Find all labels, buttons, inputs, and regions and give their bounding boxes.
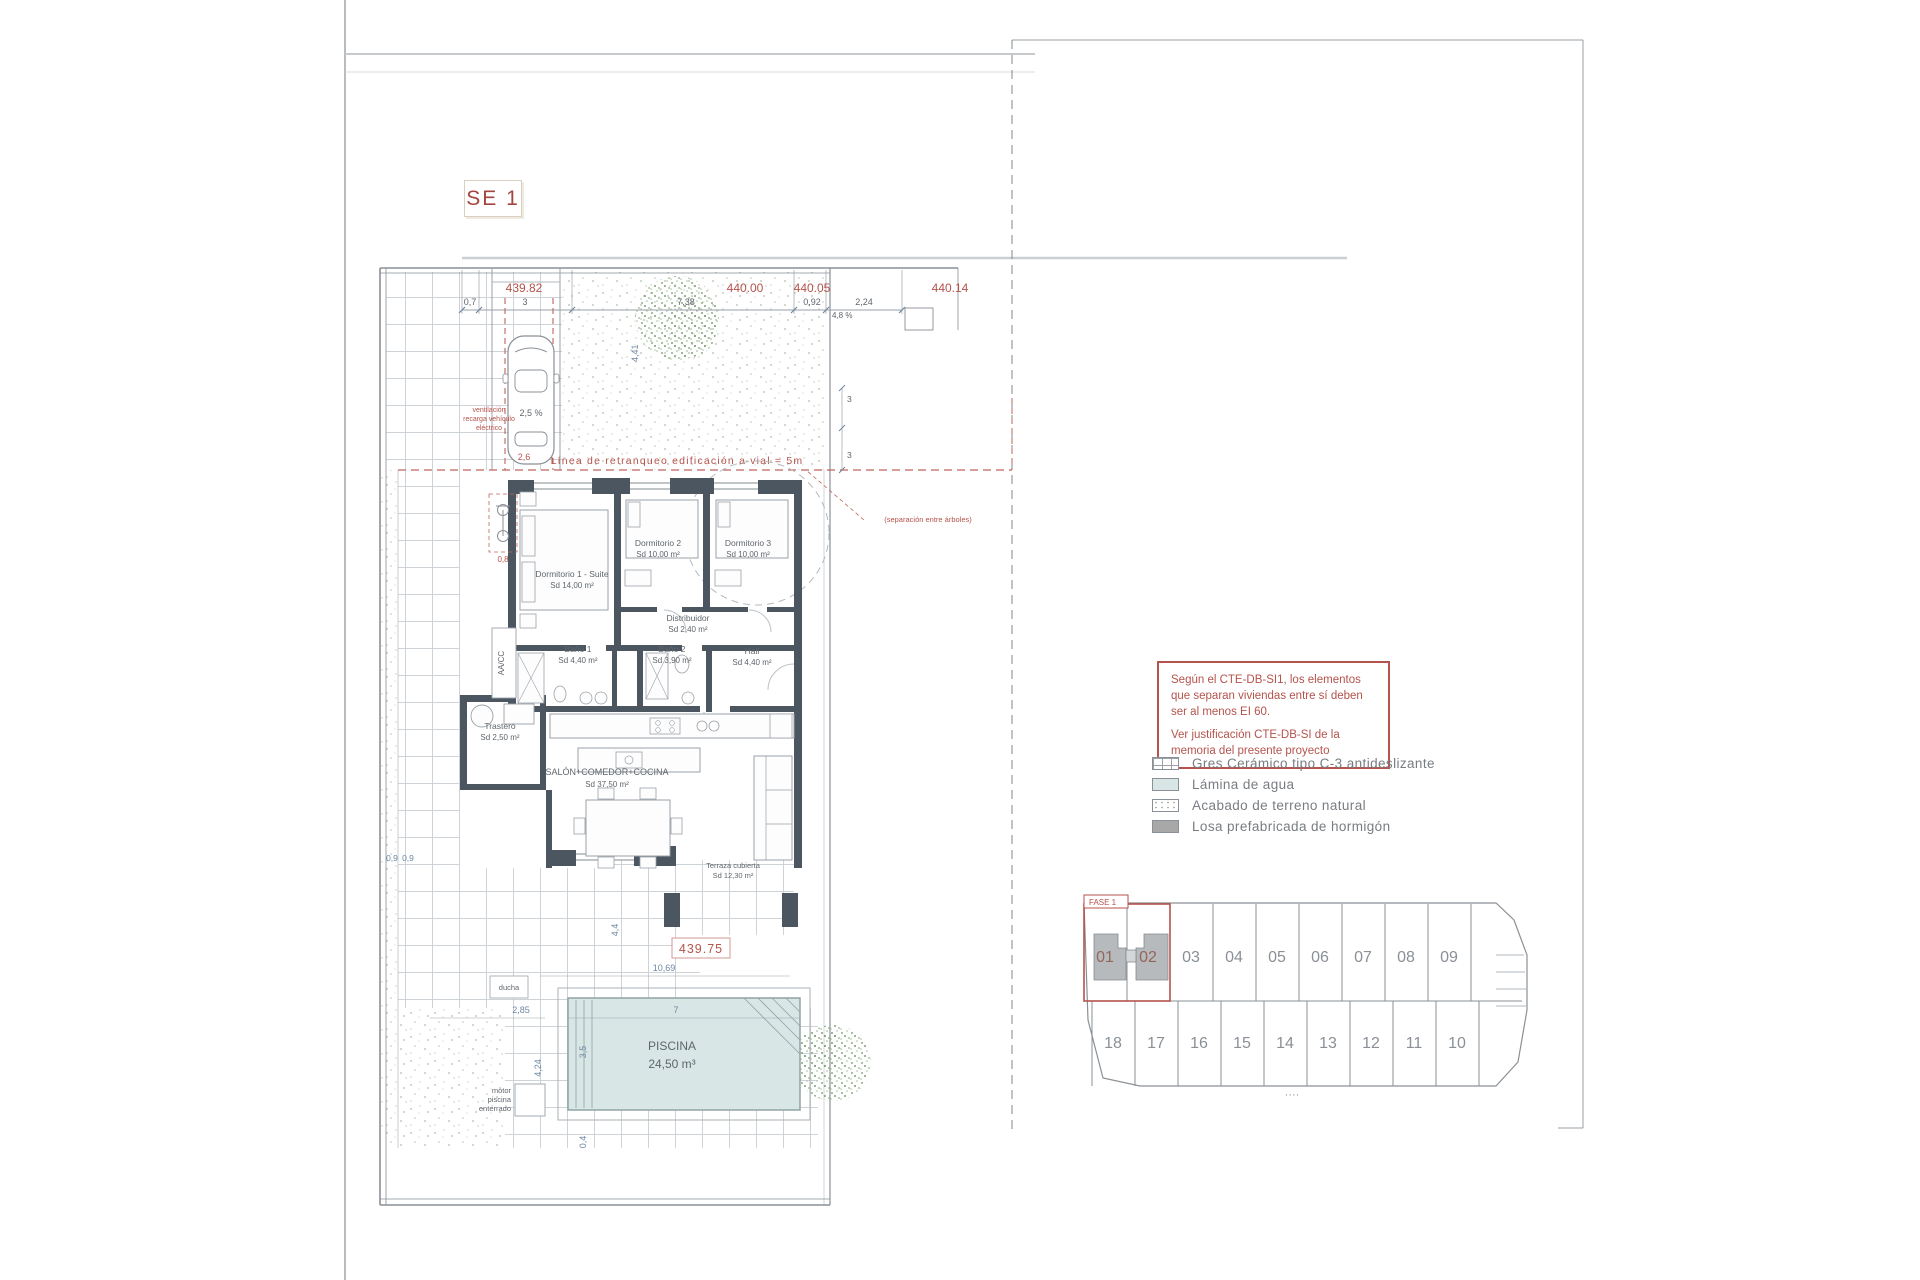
- svg-text:0,4: 0,4: [578, 1135, 588, 1149]
- car-icon: [503, 336, 559, 464]
- elevation-label: 439.82: [505, 281, 543, 295]
- site-plan: [1084, 895, 1527, 1101]
- aacc-niche: [492, 628, 516, 698]
- plot-number: 18: [1104, 1035, 1122, 1052]
- svg-text:3: 3: [847, 450, 852, 460]
- room-area: Sd 14,00 m²: [550, 581, 594, 590]
- pool-name: PISCINA: [647, 1039, 697, 1053]
- dim-label: 2,24: [855, 297, 873, 307]
- tree-top: [635, 276, 719, 360]
- svg-text:ducha: ducha: [498, 983, 520, 992]
- plot-number: 14: [1276, 1035, 1294, 1052]
- room-area: Sd 2,50 m²: [480, 733, 520, 742]
- room-area: Sd 3,90 m²: [652, 656, 692, 665]
- room-name: Baño 2: [658, 644, 686, 654]
- legend-label: Gres Cerámico tipo C-3 antideslizante: [1192, 756, 1435, 771]
- plot-number: 08: [1397, 949, 1415, 966]
- sheet-title: SE 1: [466, 186, 520, 210]
- plot-number: 15: [1233, 1035, 1251, 1052]
- dim-label: 0,92: [803, 297, 821, 307]
- svg-text:ventilación: ventilación: [472, 407, 506, 414]
- legend-label: Lámina de agua: [1192, 777, 1295, 792]
- svg-text:enterrado: enterrado: [478, 1104, 511, 1113]
- svg-text:4,41: 4,41: [630, 344, 640, 362]
- svg-text:AA/CC: AA/CC: [497, 650, 506, 676]
- slope-label: 2,5 %: [519, 408, 543, 418]
- svg-text:0,9: 0,9: [386, 853, 398, 863]
- svg-text:439.75: 439.75: [678, 942, 724, 956]
- room-area: Sd 2,40 m²: [668, 625, 708, 634]
- legend-item-terreno: [1152, 795, 1435, 816]
- slab-swatch-icon: [1152, 820, 1179, 833]
- legend-label: Acabado de terreno natural: [1192, 798, 1367, 813]
- plot-number: 06: [1311, 949, 1329, 966]
- sheet-title-box: [464, 180, 522, 217]
- svg-text:recarga vehículo: recarga vehículo: [463, 416, 515, 423]
- svg-text:FASE 1: FASE 1: [1089, 898, 1117, 907]
- plot-number: 05: [1268, 949, 1286, 966]
- plot-number: 04: [1225, 949, 1243, 966]
- room-name: Baño 1: [564, 644, 592, 654]
- room-area: Sd 4,40 m²: [732, 658, 772, 667]
- plot-number: 12: [1362, 1035, 1380, 1052]
- phase1-tag: [1084, 895, 1128, 908]
- note-paragraph: Ver justificación CTE-DB-SI de la memoria del presente proyecto: [1171, 729, 1340, 758]
- car-width-label: 2,6: [517, 452, 531, 462]
- room-name: SALÓN+COMEDOR+COCINA: [545, 767, 669, 777]
- svg-text:4,24: 4,24: [533, 1059, 543, 1077]
- slope2-label: 4,8 %: [832, 311, 853, 320]
- room-name: Dormitorio 1 - Suite: [535, 569, 609, 579]
- pool-volume: 24,50 m³: [648, 1057, 696, 1071]
- svg-text:0,9: 0,9: [402, 853, 414, 863]
- room-name: Hall: [744, 646, 760, 656]
- room-name: Dormitorio 3: [724, 538, 772, 548]
- svg-text:10,69: 10,69: [652, 963, 676, 973]
- dim-label: 0,7: [463, 297, 477, 307]
- room-area: Sd 10,00 m²: [636, 550, 680, 559]
- plot-number: 13: [1319, 1035, 1337, 1052]
- plot-number: 02: [1139, 949, 1157, 966]
- room-name: Dormitorio 2: [634, 538, 682, 548]
- room-area: Sd 12,30 m²: [712, 871, 754, 880]
- dim-label: 3: [522, 297, 528, 307]
- setback-label: Línea de retranqueo edificación a vial = 5m: [550, 455, 804, 467]
- svg-text:eléctrico: eléctrico: [475, 425, 503, 432]
- dim-label: 7,38: [677, 297, 695, 307]
- plot-number: 16: [1190, 1035, 1208, 1052]
- plot-number: 01: [1096, 949, 1114, 966]
- elevation-label: 440.00: [726, 281, 764, 295]
- svg-text:0,8: 0,8: [497, 555, 509, 564]
- legend-item-gres: [1152, 753, 1435, 774]
- elevation-label: 440.05: [793, 281, 831, 295]
- svg-text:motor: motor: [491, 1086, 511, 1095]
- plot-number: 03: [1182, 949, 1200, 966]
- furniture: [471, 492, 794, 868]
- terrain-swatch-icon: [1152, 799, 1179, 812]
- svg-text:7: 7: [673, 1005, 679, 1015]
- svg-text:2,85: 2,85: [512, 1005, 530, 1015]
- plot-number: 10: [1448, 1035, 1466, 1052]
- plot-number: 07: [1354, 949, 1372, 966]
- room-name: Distribuidor: [666, 613, 710, 623]
- note-paragraph: Según el CTE-DB-SI1, los elementos que separan viviendas entre sí deben ser al menos EI 60.: [1171, 674, 1363, 719]
- plot-number: 11: [1405, 1035, 1423, 1052]
- water-swatch-icon: [1152, 778, 1179, 791]
- terrace-elevation-box: [672, 938, 730, 958]
- materials-legend: [1152, 753, 1435, 837]
- svg-text:4,4: 4,4: [610, 923, 620, 937]
- legend-label: Losa prefabricada de hormigón: [1192, 819, 1391, 834]
- room-area: Sd 10,00 m²: [726, 550, 770, 559]
- svg-text:piscina: piscina: [487, 1095, 511, 1104]
- gres-swatch-icon: [1152, 757, 1179, 770]
- legend-item-agua: [1152, 774, 1435, 795]
- elevation-label: 440.14: [931, 281, 969, 295]
- plot-number: 17: [1147, 1035, 1165, 1052]
- tree-bottom: [795, 1025, 871, 1101]
- site-plan-dots: ····: [1284, 1089, 1300, 1101]
- room-name: Trastero: [484, 721, 516, 731]
- svg-text:3: 3: [847, 394, 852, 404]
- tree-spacing-note: (separación entre árboles): [884, 515, 972, 524]
- plot-number: 09: [1440, 949, 1458, 966]
- room-area: Sd 4,40 m²: [558, 656, 598, 665]
- pool-water: [568, 998, 800, 1110]
- room-area: Sd 37,50 m²: [585, 780, 629, 789]
- room-name: Terraza cubierta: [706, 861, 760, 870]
- shower-area: [490, 976, 528, 998]
- svg-text:3,5: 3,5: [578, 1045, 588, 1059]
- legend-item-losa: [1152, 816, 1435, 837]
